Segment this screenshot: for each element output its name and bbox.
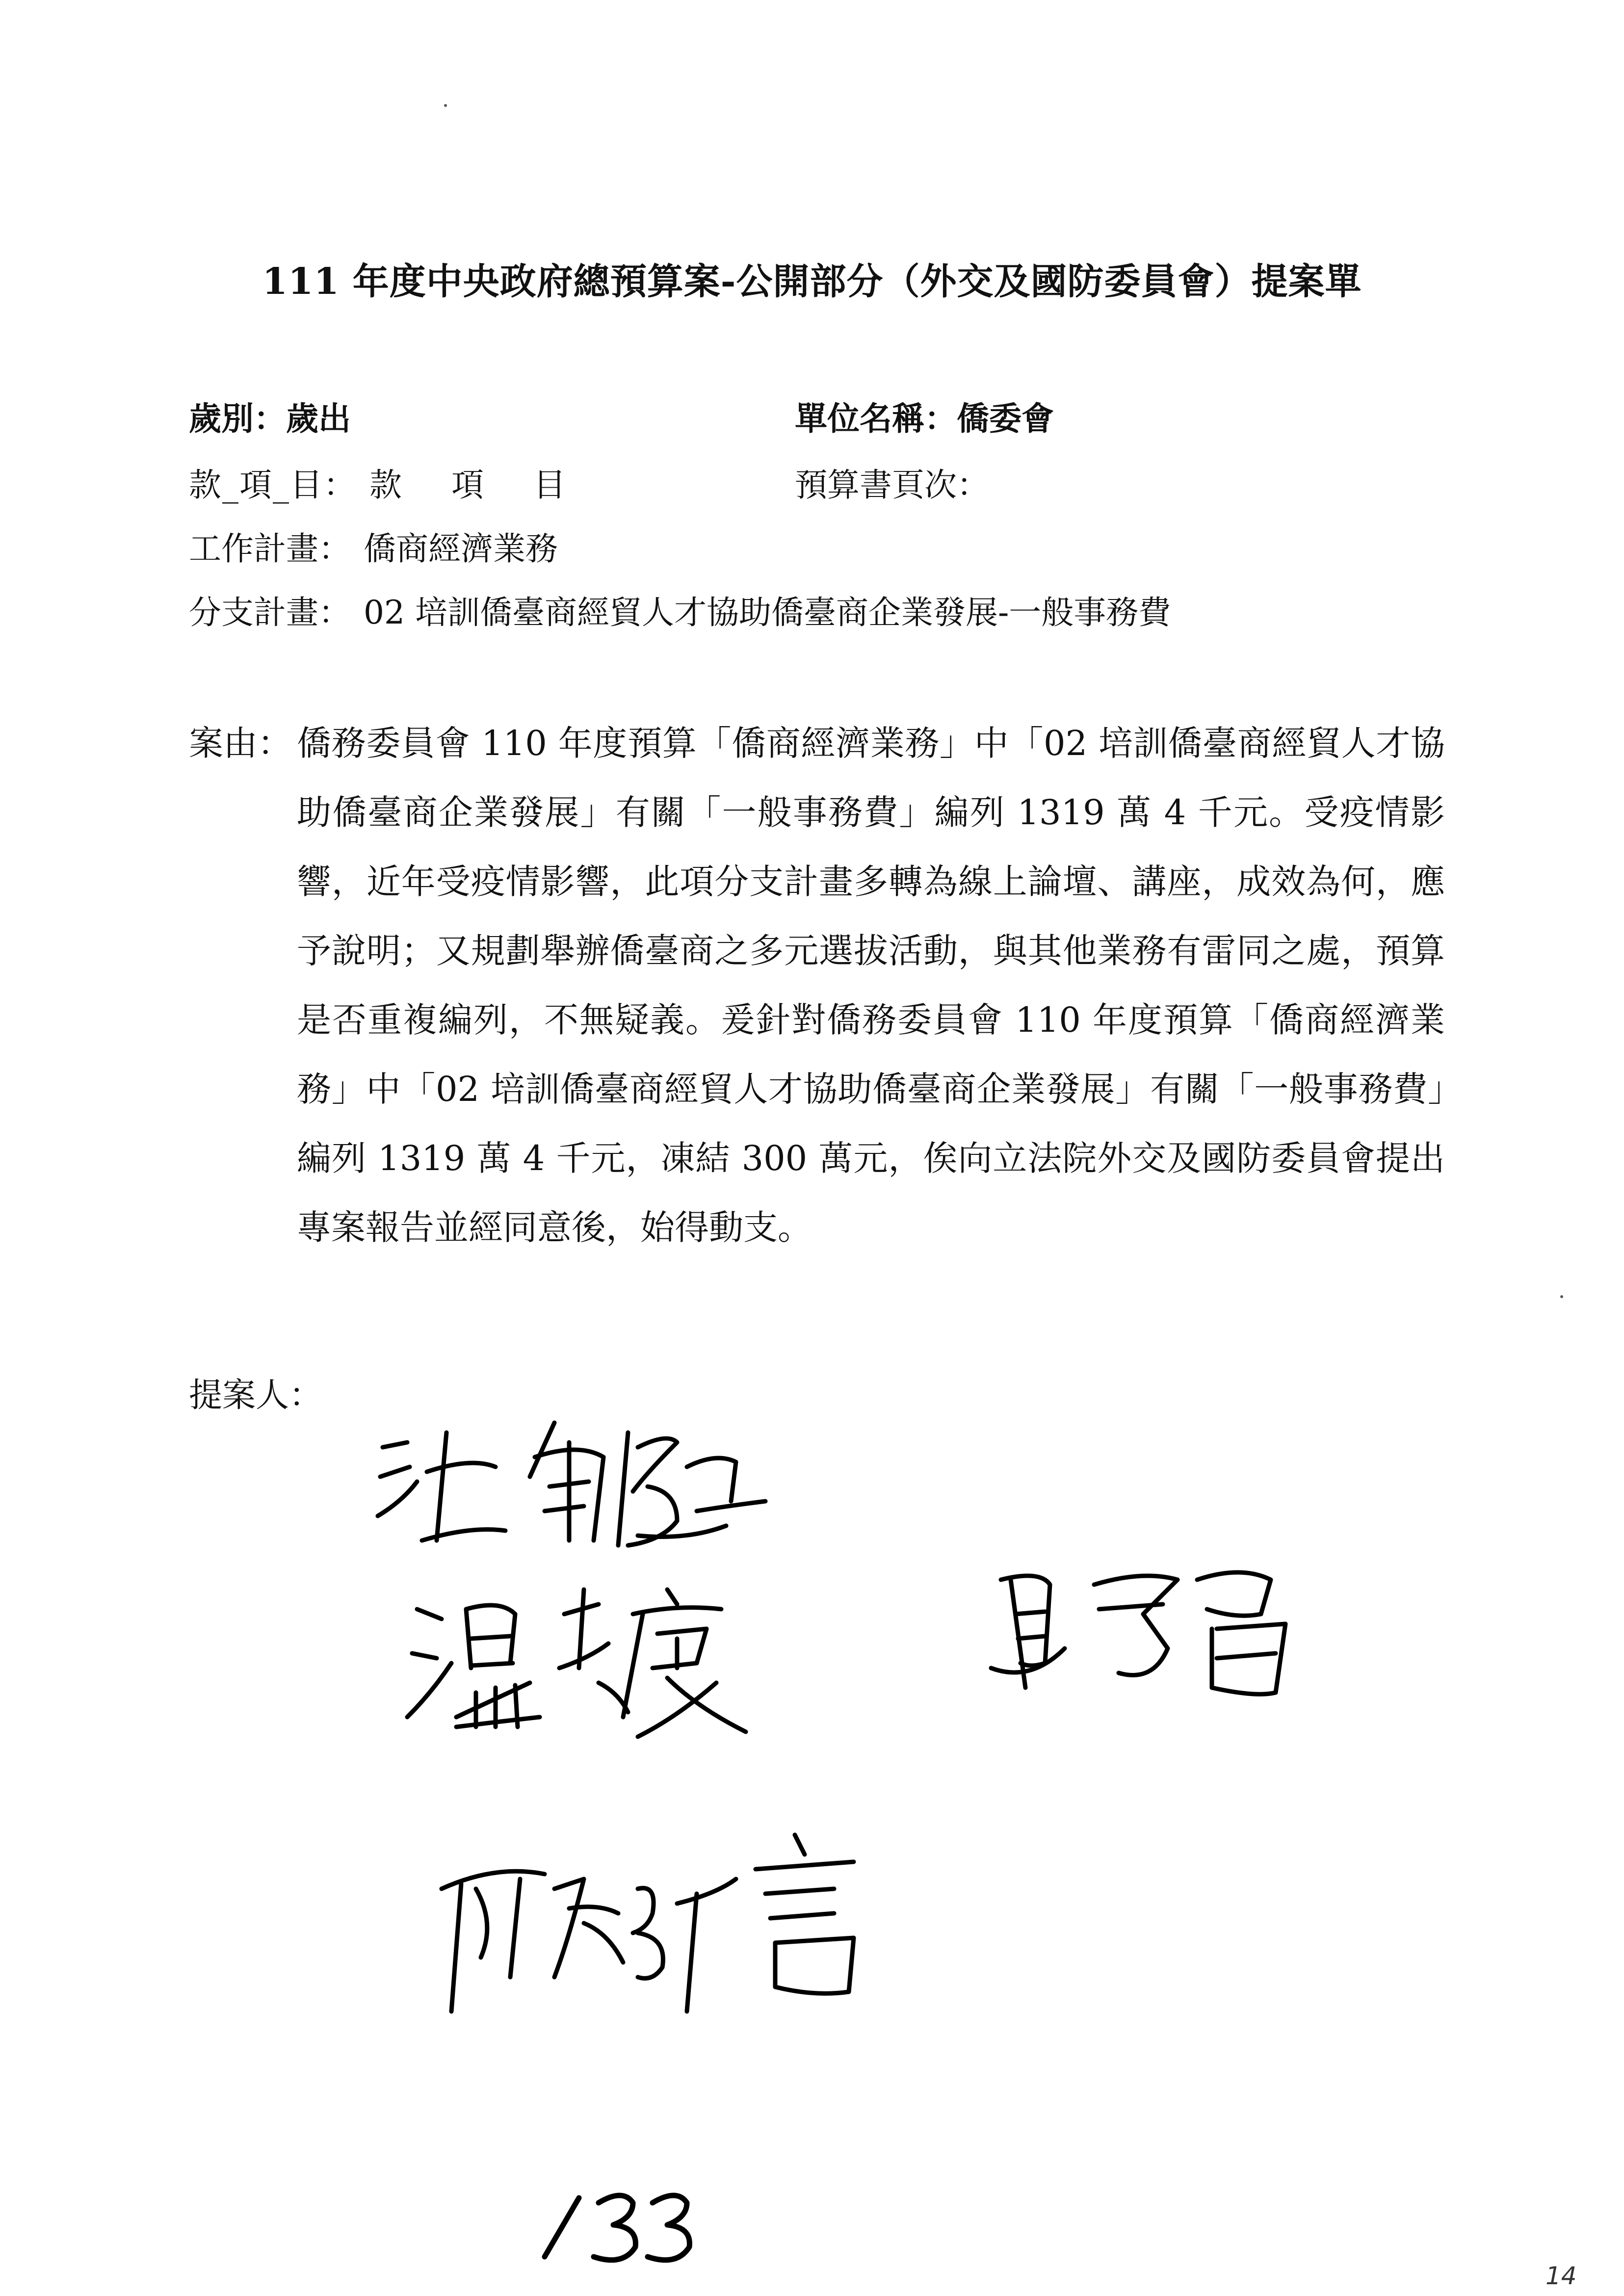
sub-plan-field [189, 586, 1171, 633]
item-field [189, 459, 585, 505]
unit-name-label: 單位名稱： [795, 399, 957, 438]
year-type-value: 歲出 [286, 399, 351, 438]
scan-speck [1560, 1295, 1563, 1298]
corner-page-number: 14 [1545, 2262, 1577, 2290]
proposer-label: 提案人： [189, 1376, 323, 1415]
sub-plan-label: 分支計畫： [189, 594, 351, 631]
handwritten-page-number [535, 2178, 702, 2273]
scan-speck [444, 104, 447, 107]
work-plan-value: 僑商經濟業務 [364, 530, 558, 568]
item-value: 款 項 目 [369, 466, 585, 504]
reason-section [189, 709, 1445, 1262]
signature-2 [402, 1570, 805, 1748]
year-type-field [189, 392, 351, 439]
signature-3 [981, 1550, 1335, 1709]
reason-label: 案由： [189, 723, 292, 763]
sub-plan-value: 02 培訓僑臺商經貿人才協助僑臺商企業發展-一般事務費 [364, 594, 1171, 631]
item-label: 款_項_目： [189, 466, 357, 504]
document-title: 111 年度中央政府總預算案-公開部分（外交及國防委員會）提案單 [262, 261, 1362, 303]
signature-4 [422, 1815, 913, 2023]
unit-name-field [795, 392, 1054, 439]
reason-text: 僑務委員會 110 年度預算「僑商經濟業務」中「02 培訓僑臺商經貿人才協助僑臺商企業發展」有關「一般事務費」編列 1319 萬 4 千元。受疫情影響，近年受疫情影響，此項分支計畫多轉為線上論壇、講座，成效為何，應予說明；又規劃舉辦僑臺商之多元選拔活動，與其他業務有雷同之處，預算是否重複編列，不無疑義。爰針對僑務委員會 110 年度預算「僑商經濟業務」中「02 培訓僑臺商經貿人才協助僑臺商企業發展」有關「一般事務費」編列 1319 萬 4 千元，凍結 300 萬元，俟向立法院外交及國防委員會提出專案報告並經同意後，始得動支。 [297, 723, 1445, 1248]
budget-page-field [795, 459, 1002, 505]
unit-name-value: 僑委會 [957, 399, 1054, 438]
budget-page-label: 預算書頁次： [795, 466, 989, 504]
work-plan-field [189, 522, 558, 569]
work-plan-label: 工作計畫： [189, 530, 351, 568]
year-type-label: 歲別： [189, 399, 286, 438]
signature-1 [373, 1413, 814, 1562]
